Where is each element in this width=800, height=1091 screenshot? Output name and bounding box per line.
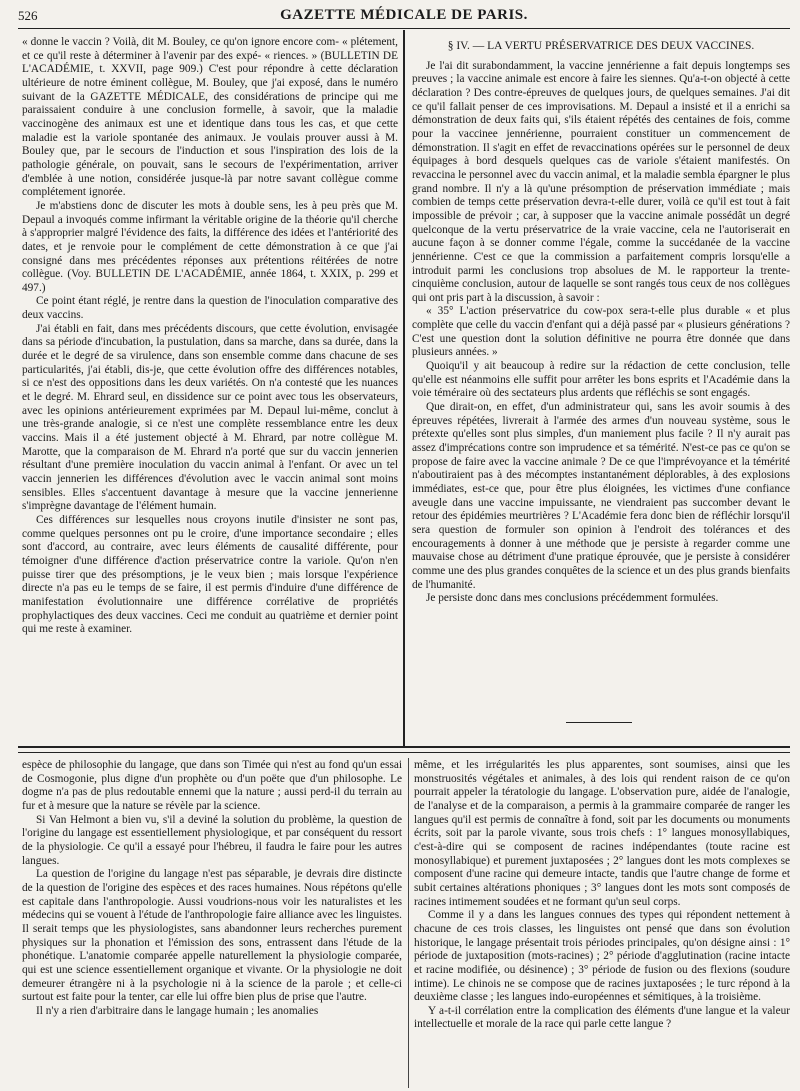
paragraph: espèce de philosophie du langage, que dans son Timée qui n'est au fond qu'un essai de Cosmogonie, plus digne d'un prophète ou d'un poëte que d'un philosophe. Le dogme n'a pas de plus redoutable ennemi que la nature ; aussi perd-il du terrain au fur et à mesure que la nature se révèle par la science. bbox=[22, 759, 402, 812]
paragraph: Ce point étant réglé, je rentre dans la question de l'inoculation comparative des deux vaccins. bbox=[22, 295, 398, 322]
paragraph: Je l'ai dit surabondamment, la vaccine jennérienne a fait depuis longtemps ses preuves ; la vaccine animale est encore à faire les siennes. Qu'a-t-on objecté à cette déclaration ? Des contre-épreuves de quelques jours, de quelques semaines. J'ai dit ce qu'il fallait penser de ces improvisations. M. Depaul a insisté et il a enrichi sa démonstration de deux faits qui, s'ils étaient répétés des centaines de fois, comme pour la vaccinee jennérienne, pourraient constituer un commencement de démonstration. Il s'agit en effet de revaccinations opérées sur le personnel de deux équipages à bord desquels quelques cas de variole s'étaient manifestés. On revaccina le personnel avec du vaccin animal, et la maladie sembla épargner le plus grand nombre. Il n'y a là qu'une présomption de préservation immédiate ; mais combien de temps cette préservation devra-t-elle durer, voilà ce qu'il est tout à fait impossible de prévoir ; car, à supposer que la vaccine animale possédât un degré quelconque de la vertu préservatrice de la vraie vaccine, cela ne l'autoriserait en aucune façon à se donner comme l'égale, comme la succédanée de la vaccine jennérienne. C'est ce que la commission a parfaitement compris lorsqu'elle a introduit parmi les conclusions trop absolues de M. le rapporteur la trente-cinquième conclusion, autour de laquelle se sont rangés tous ceux de nos collègues qui ont pris part à la discussion, à savoir : bbox=[412, 59, 790, 304]
bottom-right-column bbox=[414, 759, 790, 1032]
column-divider-bottom bbox=[408, 758, 409, 1088]
paragraph: La question de l'origine du langage n'est pas séparable, je devrais dire distincte de la question de l'origine des espèces et des races humaines. Nous répétons qu'elle est capitale dans l'anthropologie. Aussi voudrions-nous voir les naturalistes et les médecins qui se vouent à l'étude de l'anthropologie faire alliance avec les linguistes. Il serait temps que les physiologistes, sans abandonner leurs recherches purement physiques sur la phonation et l'émission des sons, entrassent dans l'étude de la phonétique. L'anatomie comparée appelle naturellement la physiologie comparée, qui est une science essentiellement organique et vivante. Or la physiologie ne doit demeurer étrangère ni à la psychologie ni à la science de la parole ; et celle-ci surtout est faite pour la tenter, car elle lui offre bien plus de prise que l'autre. bbox=[22, 868, 402, 1004]
paragraph: Y a-t-il corrélation entre la complication des éléments d'une langue et la valeur intellectuelle et morale de la race qui parle cette langue ? bbox=[414, 1004, 790, 1031]
paragraph: Quoiqu'il y ait beaucoup à redire sur la rédaction de cette conclusion, telle qu'elle est néanmoins elle suffit pour arrêter les bons esprits et l'Académie dans la voie téméraire où des sectateurs plus ardents que réfléchis se sont engagés. bbox=[412, 360, 790, 400]
paragraph: Ces différences sur lesquelles nous croyons inutile d'insister ne sont pas, comme quelques personnes ont pu le croire, d'une importance secondaire ; elles sont d'accord, au contraire, avec leurs éléments de causalité différente, pour témoigner d'une différence d'action préservatrice contre la variole. Qu'on n'en puisse tirer que des présomptions, je le veux bien ; mais lorsque l'expérience directe n'a pas eu le temps de se faire, il est permis d'induire d'une différence de manifestation évolutionnaire une différence corrélative de propriétés prophylactiques des deux vaccines. Ceci me conduit au quatrième et dernier point qui me reste à examiner. bbox=[22, 513, 398, 636]
page-header bbox=[18, 4, 790, 29]
feuilleton-divider-thin bbox=[18, 752, 790, 753]
paragraph: Comme il y a dans les langues connues des types qui répondent nettement à chacune de ces trois classes, les linguistes ont pensé que dans son évolution historique, le langage présentait trois périodes principales, qu'on désigne ainsi : 1° période de juxtaposition (mots-racines) ; 2° période d'agglutination (racine intacte et racine modifiée, ou désinence) ; 3° période de fusion ou des flexions (soudure intime). Le chinois ne se compose que de racines juxtaposées ; le turc répond à la deuxième classe ; les langues indo-européennes et sémitiques, à la troisième. bbox=[414, 909, 790, 1004]
journal-title: GAZETTE MÉDICALE DE PARIS. bbox=[280, 7, 528, 23]
top-left-column bbox=[22, 36, 398, 637]
column-divider bbox=[403, 30, 405, 746]
paragraph: Si Van Helmont a bien vu, s'il a deviné la solution du problème, la question de l'origine du langage est essentiellement physiologique, et par conséquent du ressort de la physiologie. Ce qu'il a essayé pour l'hébreu, il faudra le faire pour les autres langues. bbox=[22, 813, 402, 867]
page-number: 526 bbox=[18, 8, 38, 23]
section-title: § IV. — LA VERTU PRÉSERVATRICE DES DEUX VACCINES. bbox=[447, 40, 755, 52]
paragraph: Il n'y a rien d'arbitraire dans le langage humain ; les anomalies bbox=[36, 1004, 319, 1017]
bottom-left-column bbox=[22, 759, 402, 1018]
paragraph: J'ai établi en fait, dans mes précédents discours, que cette évolution, envisagée dans sa période d'incubation, la pustulation, dans sa marche, dans sa durée, dans la durée et le degré de sa virulence, dans son ensemble comme dans chacune de ses particularités, j'ai établi, dis-je, que cette évolution offre des différences notables, si ce n'est des oppositions dans les deux variétés. On n'a contesté que les nuances et le degré. M. Ehrard seul, en dissidence sur ce point avec tous les observateurs, avec les opinions antérieurement exprimées par M. Depaul lui-même, conclut à une très-grande analogie, si ce n'est une complète ressemblance entre les deux vaccins. Mais il a été justement objecté à M. Ehrard, par notre collègue M. Marotte, que la comparaison de M. Ehrard n'a porté que sur du vaccin jennerien résultant d'une première inoculation du vaccin animal à l'enfant. Or avec un tel vaccin jennerien les différences d'évolution avec le vaccin animal sont moins sensibles. Elles s'accentuent davantage à mesure que la vaccine jennerienne s'imprègne davantage de l'élément humain. bbox=[22, 322, 398, 513]
paragraph: Je persiste donc dans mes conclusions précédemment formulées. bbox=[426, 592, 719, 605]
paragraph: même, et les irrégularités les plus apparentes, sont soumises, ainsi que les monstruosités végétales et animales, à des lois qui rendent raison de ce qu'on pourrait appeler la tératologie du langage. L'observation pure, aidée de l'analogie, de l'analyse et de la comparaison, a permis à la grammaire comparée de ranger les langues qu'il est permis de connaître à fond, soit par les documents ou monuments écrits, soit par la parole vivante, sous trois chefs : 1° langues monosyllabiques, c'est-à-dire qui se composent de racines indépendantes (toute racine est monosyllabique) et purement juxtaposées ; 2° langues dont les mots complexes se composent d'une racine qui demeure intacte, tandis que l'autre change de forme et subit certaines altérations phoniques ; 3° langues dont les mots sont composés de racines intimement soudées et ne formant qu'un seul corps. bbox=[414, 759, 790, 908]
feuilleton-divider bbox=[18, 746, 790, 748]
top-right-column bbox=[412, 36, 790, 606]
end-of-article-rule bbox=[566, 722, 632, 723]
paragraph: Je m'abstiens donc de discuter les mots à double sens, les à peu près que M. Depaul a invoqués comme infirmant la véritable origine de la théorie qu'il cherche à s'approprier malgré l'évidence des faits, la différence des idées et l'antériorité des dates, et je renvoie pour le complément de cette démonstration à ce que j'ai consigné dans mes précédentes réponses aux prétentions réitérées de notre collègue. (Voy. BULLETIN DE L'ACADÉMIE, année 1864, t. XXIX, p. 299 et 497.) bbox=[22, 199, 398, 294]
paragraph: Que dirait-on, en effet, d'un administrateur qui, sans les avoir soumis à des épreuves répétées, livrerait à l'armée des armes d'un nouveau système, sous le prétexte qu'elles sont plus simples, d'un maniement plus facile ? Il n'y aurait pas assez d'imprécations contre son imprudence et sa témérité. N'est-ce pas ce qu'on se propose de faire avec la vaccine animale ? De ce que l'imprévoyance et la témérité n'aboutiraient pas à des mécomptes instantanément déplorables, à des explosions immédiates, est-ce que, pour être plus éloignées, les victimes d'une confiance aveugle dans une vaccine impuissante, ne viendraient pas succomber devant le retour des épidémies meurtrières ? L'Académie fera donc bien de réfléchir lorsqu'il sera question de formuler son opinion à l'endroit des tolérances et des encouragements à donner à une méthode que je persiste à regarder comme une mauvaise chose au détriment d'une pratique éprouvée, que je persiste à considérer comme une des plus grandes conquêtes de la science et un des plus grands bienfaits de l'humanité. bbox=[412, 401, 790, 591]
block-quote: « 35° L'action préservatrice du cow-pox sera-t-elle plus durable « et plus complète que celle du vaccin d'enfant qui a déjà passé par « plusieurs générations ? C'est une question dont la solution définitive ne pourra être donnée que dans plusieurs années. » bbox=[412, 305, 790, 359]
paragraph: « donne le vaccin ? Voilà, dit M. Bouley, ce qu'on ignore encore com- « plétement, et ce qu'il reste à déterminer à l'avenir par des expé- « riences. » (BULLETIN DE L'ACADÉMIE, t. XXVII, page 909.) C'est pour répondre à cette déclaration ultérieure de notre éminent collègue, M. Bouley, que j'ai exposé, dans le numéro suivant de la GAZETTE MÉDICALE, des considérations de principe qui me paraissaient conduire à une conclusion formelle, à savoir, que la maladie vaccinogène des animaux est une et identique dans tous les cas, et que cette maladie est la variole spontanée des animaux. Je voulais prouver aussi à M. Bouley que, par le secours de l'induction et sous l'inspiration des lois de la pathologie générale, on pouvait, sans le secours de l'expérimentation, arriver d'emblée à une notion, considérée jusque-là par notre savant collègue comme complétement ignorée. bbox=[22, 36, 398, 199]
